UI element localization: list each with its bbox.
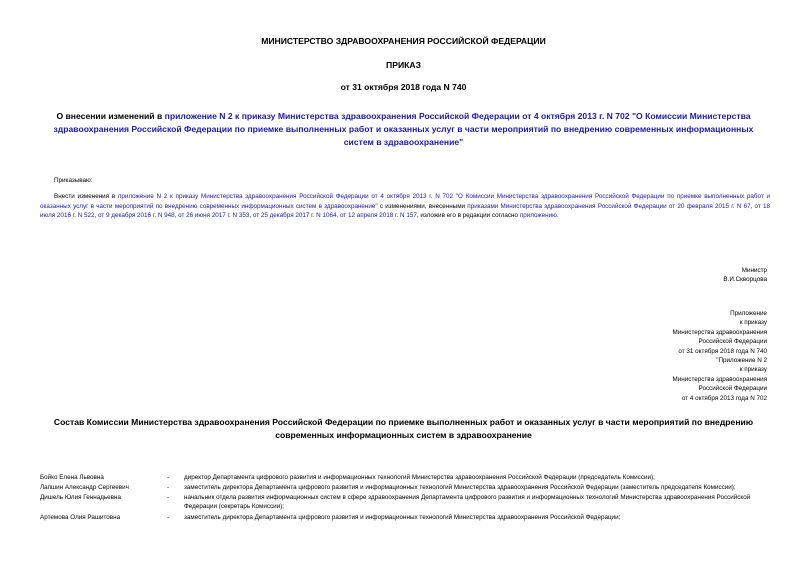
member-name: Бойко Елена Львовна [40,474,104,481]
signer-position: Министр [741,267,767,274]
member-role: директор Департамента цифрового развития и информационных технологий Министерства здравоохранения Российской Федерации (председатель Комиссии); [184,474,655,481]
member-dash: - [167,484,170,491]
order-paragraph [40,192,770,221]
appendix-line: Министерства здравоохранения [672,375,767,383]
doc-title-prefix: О внесении изменений в [56,111,165,121]
member-dash: - [167,474,170,481]
doc-type-heading: ПРИКАЗ [386,60,421,70]
order-text-1: Внести изменения в [54,193,118,200]
appendix-link[interactable]: приложение N 2 к приказу Министерства здравоохранения Российской Федерации от 4 октября 2013 г. N 702 "О Комиссии Министерства здравоохранения Российской Федерации по приемке выполненных работ и оказанных услуг в части мероприятий по внедрению современных информационных систем в здравоохранение" [40,193,770,210]
appendix-line: к приказу [739,366,767,374]
appendix-line: к приказу [739,319,767,327]
doc-title-link[interactable]: приложение N 2 к приказу Министерства здравоохранения Российской Федерации от 4 октября 2013 г. N 702 "О Комиссии Министерства здравоохранения Российской Федерации по приемке выполненных работ и оказанных услуг в части мероприятий по внедрению современных информационных систем в здравоохранение" [53,111,754,147]
order-text-end: . [556,212,559,219]
appendix-line: от 31 октября 2018 года N 740 [678,347,767,355]
appendix-line: Российской Федерации [698,338,767,346]
appendix-line: Министерства здравоохранения [672,328,767,336]
member-role: начальник отдела развития информационных систем в сфере здравоохранения Департамента цифрового развития и информационных технологий Министерства здравоохранения Российской Федерации (секретарь Комиссии); [184,494,751,510]
appendix-header [673,309,767,403]
member-role: заместитель директора Департамента цифрового развития и информационных технологий Министерства здравоохранения Российской Федерации (заместитель председателя Комиссии); [184,484,736,491]
appendix-line: Приложение [730,310,767,317]
order-text-3: , изложив его в редакции согласно [416,212,520,219]
composition-title: Состав Комиссии Министерства здравоохранения Российской Федерации по приемке выполненных работ и оказанных услуг в части мероприятий по внедрению современных информационных систем в здравоохранение [53,417,754,440]
member-dash: - [167,514,170,521]
member-name: Дишель Юлия Геннадьевна [40,494,121,501]
appendix-line: "Приложение N 2 [716,357,767,365]
amending-orders-link[interactable]: приказами Министерства здравоохранения Российской Федерации от 20 февраля 2015 г. N 67, от 18 июля 2016 г. N 522, от 9 декабря 2016 г. N 948, от 26 июня 2017 г. N 353, от 25 декабря 2017 г. N 1064, от 12 апреля 2018 г. N 157 [40,202,770,219]
doc-date-number: от 31 октября 2018 года N 740 [340,82,467,92]
signer-name: В.И.Скворцова [723,276,767,284]
doc-title [40,110,767,149]
signature-block [723,266,767,285]
order-text-2: с изменениями, внесенными [377,202,468,210]
appendix-line: от 4 октября 2013 года N 702 [681,394,767,402]
member-name: Артемова Олия Рашитовна [40,514,121,521]
order-word: Приказываю: [54,177,93,184]
ministry-heading: МИНИСТЕРСТВО ЗДРАВООХРАНЕНИЯ РОССИЙСКОЙ ФЕДЕРАЦИИ [261,36,546,46]
annex-link[interactable]: приложению [519,212,557,219]
member-role: заместитель директора Департамента цифрового развития и информационных технологий Министерства здравоохранения Российской Федерации; [184,514,621,521]
appendix-line: Российской Федерации [698,385,767,393]
member-dash: - [167,494,170,501]
member-name: Лапшин Александр Сергеевич [40,484,129,491]
